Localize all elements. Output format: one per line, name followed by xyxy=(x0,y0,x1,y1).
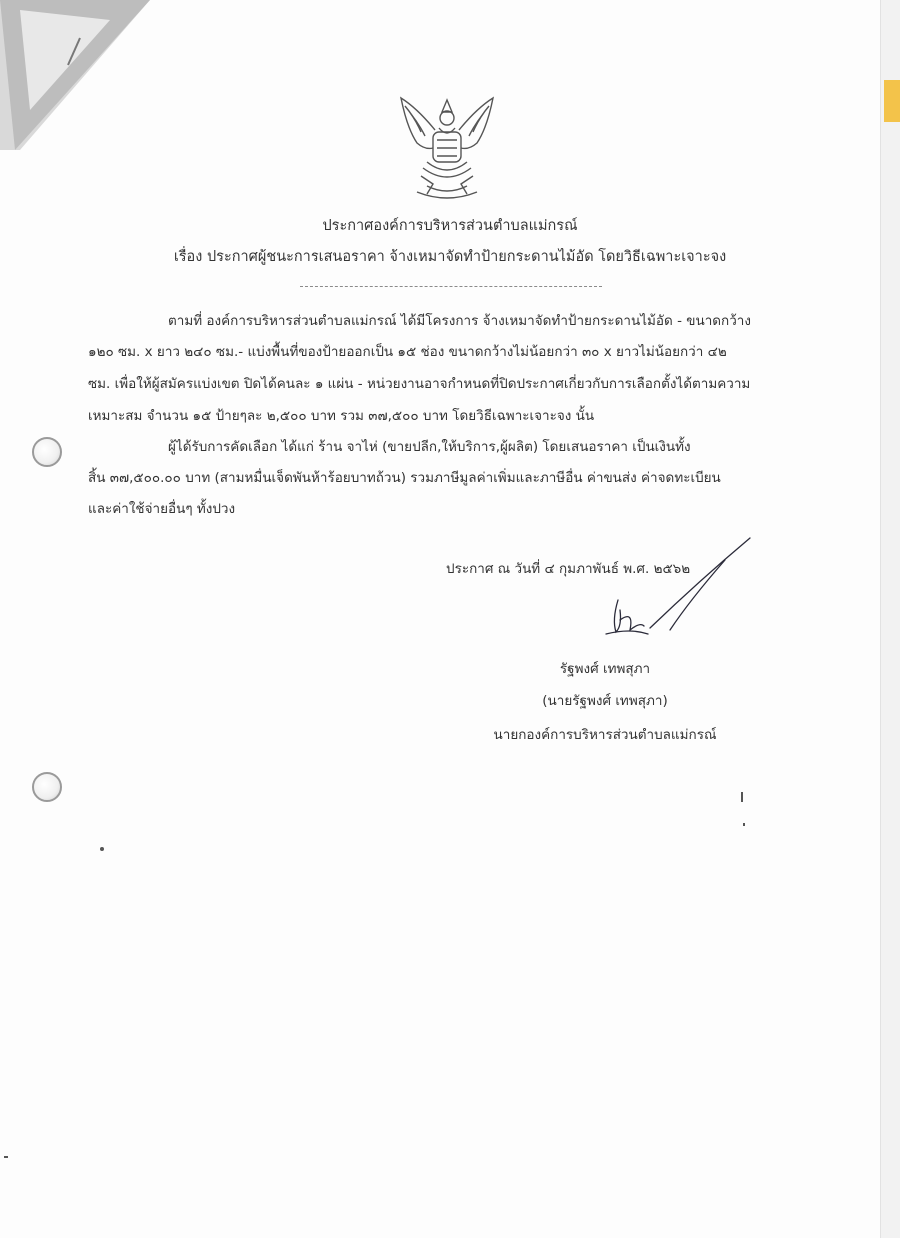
signer-name: รัฐพงศ์ เทพสุภา xyxy=(559,661,651,677)
announcement-date: ประกาศ ณ วันที่ ๔ กุมภาพันธ์ พ.ศ. ๒๕๖๒ xyxy=(446,561,691,577)
announcement-subject: เรื่อง ประกาศผู้ชนะการเสนอราคา จ้างเหมาจัดทำป้ายกระดานไม้อัด โดยวิธีเฉพาะเจาะจง xyxy=(173,249,727,265)
signer-title: นายกองค์การบริหารส่วนตำบลแม่กรณ์ xyxy=(493,727,717,743)
paragraph-line: ตามที่ องค์การบริหารส่วนตำบลแม่กรณ์ ได้มีโครงการ จ้างเหมาจัดทำป้ายกระดานไม้อัด - ขนาดกว้าง xyxy=(168,313,751,329)
handwritten-signature xyxy=(590,530,760,650)
paragraph-line: และค่าใช้จ่ายอื่นๆ ทั้งปวง xyxy=(88,501,236,517)
paragraph-line: ผู้ได้รับการคัดเลือก ได้แก่ ร้าน จาไห่ (ขายปลีก,ให้บริการ,ผู้ผลิต) โดยเสนอราคา เป็นเงินทั้ง xyxy=(168,439,691,455)
paragraph-line: เหมาะสม จำนวน ๑๕ ป้ายๆละ ๒,๕๐๐ บาท รวม ๓๗,๕๐๐ บาท โดยวิธีเฉพาะเจาะจง นั้น xyxy=(88,408,595,424)
scan-speck xyxy=(743,823,745,826)
page-edge xyxy=(880,0,900,1238)
folded-corner xyxy=(0,0,160,160)
punch-hole-icon xyxy=(32,772,62,802)
paragraph-line: สิ้น ๓๗,๕๐๐.๐๐ บาท (สามหมื่นเจ็ดพันห้าร้อยบาทถ้วน) รวมภาษีมูลค่าเพิ่มและภาษีอื่น ค่าขนส่ง ค่าจดทะเบียน xyxy=(88,470,721,486)
signer-full-name: (นายรัฐพงศ์ เทพสุภา) xyxy=(542,693,668,709)
divider xyxy=(300,286,602,287)
scan-speck xyxy=(741,792,743,802)
punch-hole-icon xyxy=(32,437,62,467)
announcement-title: ประกาศองค์การบริหารส่วนตำบลแม่กรณ์ xyxy=(322,218,578,234)
garuda-emblem-icon xyxy=(387,88,507,206)
paragraph-line: ซม. เพื่อให้ผู้สมัครแบ่งเขต ปิดได้คนละ ๑ แผ่น - หน่วยงานอาจกำหนดที่ปิดประกาศเกี่ยวกับการเลือกตั้งได้ตามความ xyxy=(88,376,751,392)
scan-speck xyxy=(4,1156,8,1158)
yellow-tab xyxy=(884,80,900,122)
scan-speck xyxy=(100,847,104,851)
paragraph-line: ๑๒๐ ซม. x ยาว ๒๔๐ ซม.- แบ่งพื้นที่ของป้ายออกเป็น ๑๕ ช่อง ขนาดกว้างไม่น้อยกว่า ๓๐ x ยาวไม่น้อยกว่า ๔๒ xyxy=(88,344,727,360)
